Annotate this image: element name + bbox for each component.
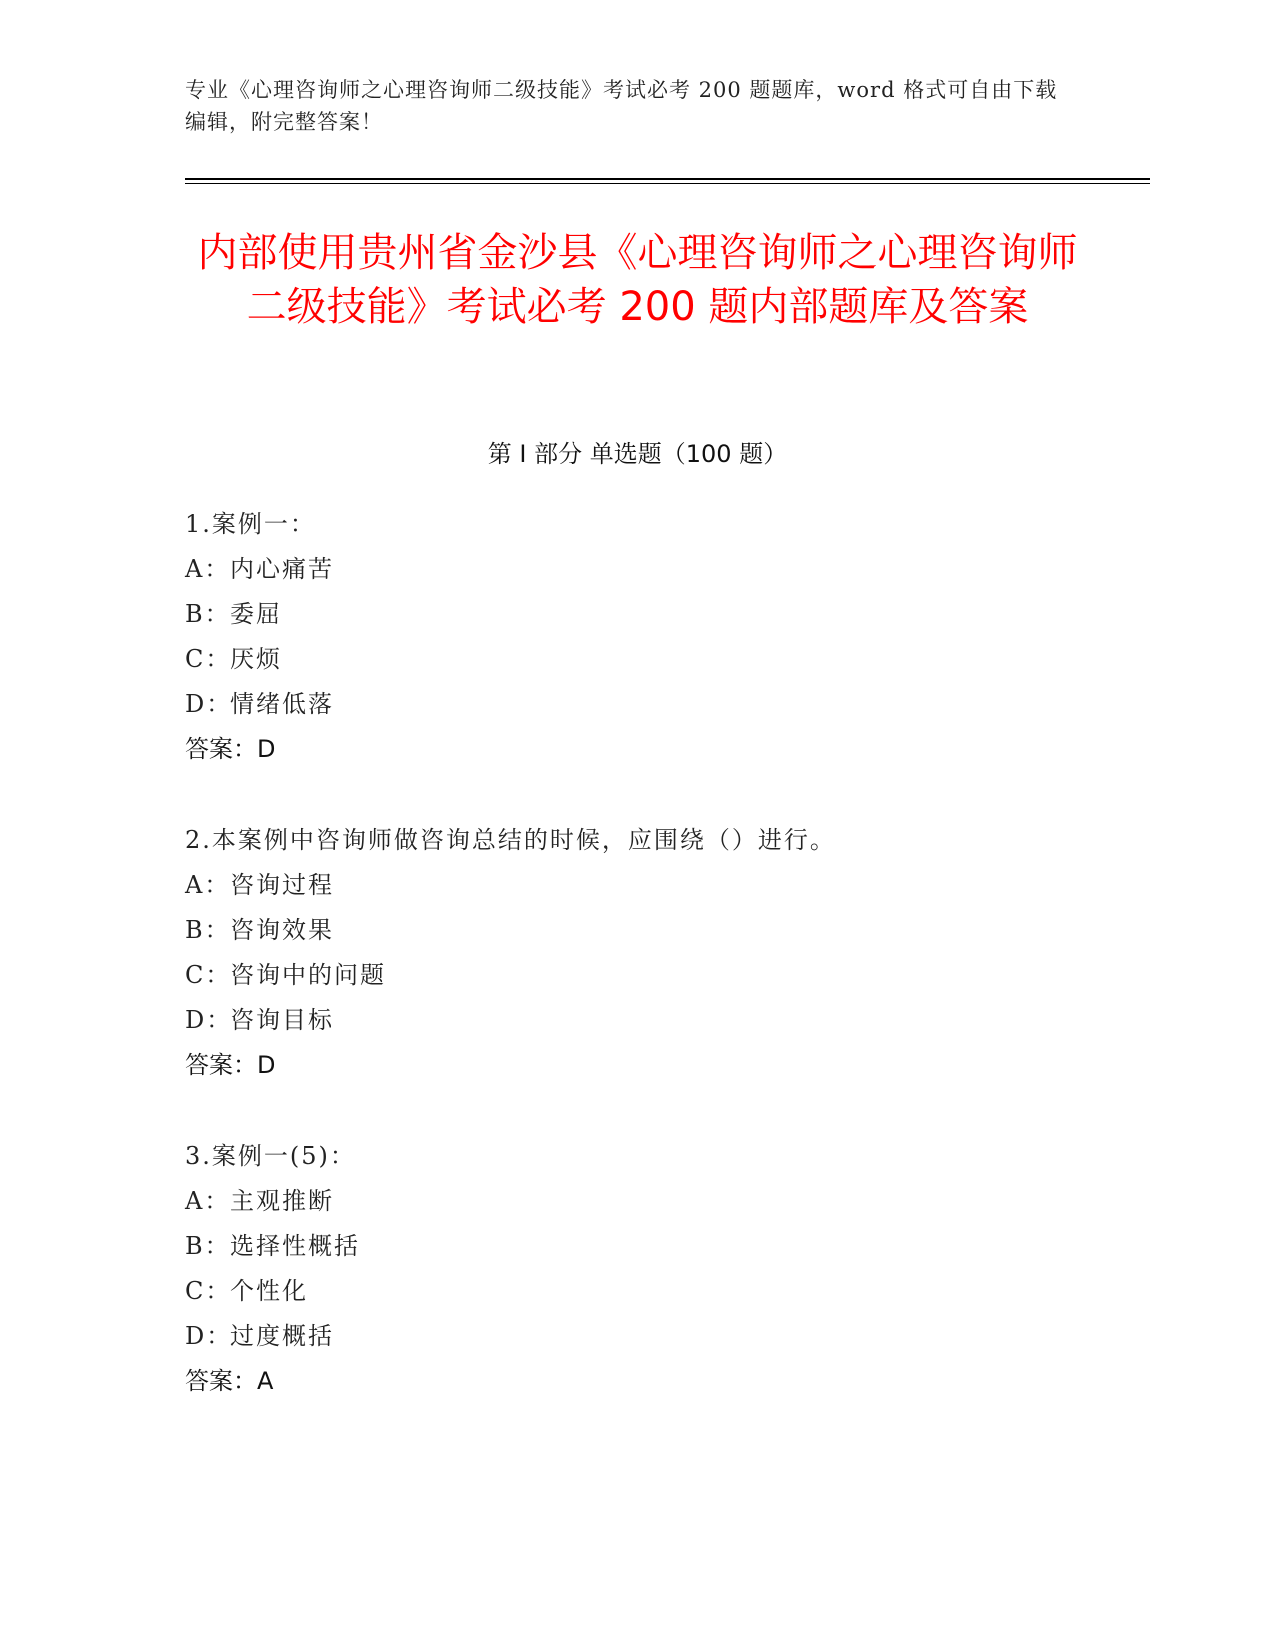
option-key: A：	[185, 1187, 231, 1215]
option-key: A：	[185, 871, 231, 899]
question-3	[185, 1134, 1085, 1404]
document-title: 内部使用贵州省金沙县《心理咨询师之心理咨询师二级技能》考试必考 200 题内部题库及答案	[197, 230, 1078, 330]
option-text: 咨询中的问题	[230, 961, 386, 989]
option-text: 个性化	[230, 1277, 308, 1305]
question-1	[185, 502, 1085, 772]
option-text: 咨询目标	[230, 1006, 334, 1034]
answer-line: 答案：D	[185, 735, 276, 763]
option-key: D：	[185, 1006, 233, 1034]
option-text: 咨询效果	[230, 916, 334, 944]
question-2	[185, 818, 1085, 1088]
option-d	[185, 998, 1085, 1043]
option-b	[185, 592, 1085, 637]
option-key: B：	[185, 1232, 231, 1260]
option-c	[185, 953, 1085, 998]
option-text: 委屈	[230, 600, 282, 628]
option-key: D：	[185, 690, 233, 718]
section-heading: 第 I 部分 单选题（100 题）	[487, 440, 788, 468]
option-a	[185, 1179, 1085, 1224]
option-text: 情绪低落	[230, 690, 334, 718]
option-key: B：	[185, 600, 231, 628]
option-text: 内心痛苦	[230, 555, 334, 583]
option-a	[185, 547, 1085, 592]
option-c	[185, 1269, 1085, 1314]
option-text: 咨询过程	[230, 871, 334, 899]
option-text: 选择性概括	[230, 1232, 360, 1260]
option-key: D：	[185, 1322, 233, 1350]
option-b	[185, 908, 1085, 953]
option-d	[185, 682, 1085, 727]
option-a	[185, 863, 1085, 908]
option-text: 过度概括	[230, 1322, 334, 1350]
option-d	[185, 1314, 1085, 1359]
question-stem: 3.案例一(5)：	[185, 1142, 356, 1170]
option-key: C：	[185, 961, 232, 989]
question-stem: 1.案例一：	[185, 510, 316, 538]
option-text: 厌烦	[230, 645, 282, 673]
header-divider-thin	[185, 183, 1150, 184]
answer-line: 答案：D	[185, 1051, 276, 1079]
option-c	[185, 637, 1085, 682]
option-key: C：	[185, 645, 232, 673]
option-key: C：	[185, 1277, 232, 1305]
header-divider-thick	[185, 178, 1150, 180]
header-note: 专业《心理咨询师之心理咨询师二级技能》考试必考 200 题题库，word 格式可自由下载编辑，附完整答案！	[185, 78, 1058, 134]
option-text: 主观推断	[230, 1187, 334, 1215]
question-stem: 2.本案例中咨询师做咨询总结的时候，应围绕（）进行。	[185, 826, 836, 854]
answer-line: 答案：A	[185, 1367, 274, 1395]
option-b	[185, 1224, 1085, 1269]
option-key: A：	[185, 555, 231, 583]
option-key: B：	[185, 916, 231, 944]
